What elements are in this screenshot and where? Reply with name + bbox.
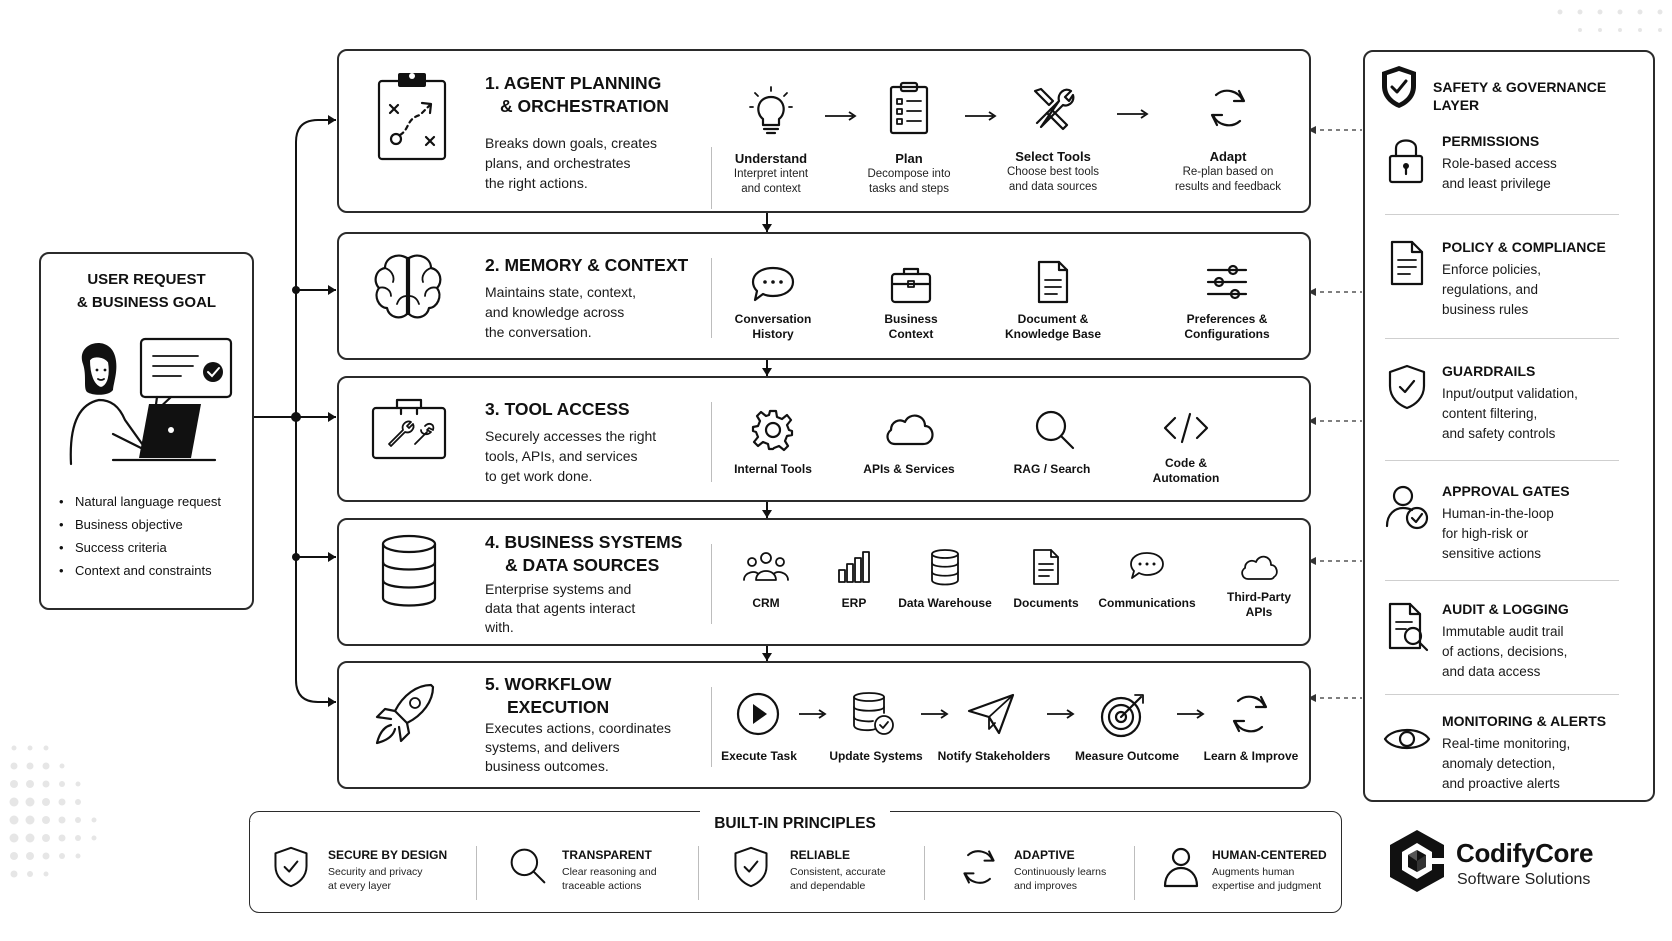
- gov-item-desc: regulations, and: [1442, 282, 1539, 297]
- brand-name: CodifyCore: [1456, 838, 1594, 868]
- section-1-title-line1: 1. AGENT PLANNING: [485, 73, 662, 93]
- user-title-line2: & BUSINESS GOAL: [76, 294, 217, 311]
- workflow-step-update: [821, 749, 931, 764]
- desc-line: plans, and orchestrates: [485, 155, 631, 171]
- desc-line: Breaks down goals, creates: [485, 135, 657, 151]
- audit-document-icon: [1387, 602, 1429, 652]
- gov-item-desc: Enforce policies,: [1442, 262, 1542, 277]
- gov-item-desc: for high-risk or: [1442, 526, 1529, 541]
- section-business-systems: [337, 518, 1311, 646]
- gov-item-desc: Real-time monitoring,: [1442, 736, 1571, 751]
- strategy-clipboard-icon: [376, 69, 448, 163]
- item-line: Automation: [1152, 471, 1220, 485]
- refresh-icon: [1227, 691, 1273, 737]
- section-5-description: [485, 719, 705, 776]
- section-tool-access: [337, 376, 1311, 502]
- principles-title: BUILT-IN PRINCIPLES: [714, 815, 876, 832]
- gov-item-desc: and data access: [1442, 664, 1541, 679]
- section-divider: [711, 402, 712, 482]
- principle-reliable: [790, 848, 930, 893]
- user-bullet: • Business objective: [59, 513, 249, 536]
- principle-title: HUMAN-CENTERED: [1212, 848, 1327, 862]
- arrow-right-icon: [797, 709, 829, 719]
- section-5-title-line2: EXECUTION: [507, 697, 610, 717]
- step-understand: [709, 151, 833, 197]
- section-1-title: [485, 72, 705, 118]
- gov-item-title: PERMISSIONS: [1442, 133, 1540, 149]
- governance-divider: [1385, 214, 1619, 215]
- section-divider: [711, 258, 712, 338]
- tool-item-apis: [845, 462, 973, 477]
- section-agent-planning: [337, 49, 1311, 213]
- item-line: CRM: [752, 596, 780, 610]
- user-request-panel: [39, 252, 254, 610]
- gov-item-desc: and least privilege: [1442, 176, 1551, 191]
- step-sub: results and feedback: [1174, 181, 1282, 193]
- memory-item-business: [851, 312, 971, 342]
- system-item-third-party: [1209, 590, 1309, 620]
- rocket-icon: [369, 677, 443, 751]
- item-line: Preferences &: [1186, 312, 1268, 326]
- database-icon: [379, 534, 439, 608]
- person-icon: [1162, 846, 1200, 888]
- toolbox-icon: [369, 394, 449, 462]
- item-line: RAG / Search: [1013, 462, 1091, 476]
- gov-item-desc: business rules: [1442, 302, 1529, 317]
- section-2-title-line1: 2. MEMORY & CONTEXT: [485, 255, 689, 275]
- principle-divider: [476, 846, 477, 900]
- user-bullet: • Context and constraints: [59, 559, 249, 582]
- step-sub: and data sources: [1008, 181, 1098, 193]
- desc-line: Securely accesses the right: [485, 428, 657, 444]
- desc-line: with.: [485, 619, 514, 635]
- principle-desc: at every layer: [328, 880, 392, 892]
- governance-divider: [1385, 460, 1619, 461]
- gov-item-title: APPROVAL GATES: [1442, 483, 1570, 499]
- principle-secure: [328, 848, 468, 893]
- desc-line: systems, and delivers: [485, 739, 620, 755]
- eye-icon: [1383, 724, 1431, 754]
- bar-chart-icon: [837, 550, 871, 584]
- arrow-right-icon: [823, 111, 859, 121]
- system-item-communications: [1089, 596, 1205, 611]
- user-request-title: [41, 268, 252, 314]
- search-icon: [1033, 408, 1077, 452]
- principle-desc: Consistent, accurate: [790, 866, 886, 878]
- user-title-line1: USER REQUEST: [87, 271, 206, 288]
- briefcase-icon: [889, 264, 933, 304]
- item-line: Context: [888, 327, 934, 341]
- people-icon: [743, 550, 789, 584]
- arrow-right-icon: [963, 111, 999, 121]
- gov-item-title: AUDIT & LOGGING: [1442, 601, 1569, 617]
- workflow-step-measure: [1065, 749, 1189, 764]
- gov-item-desc: and proactive alerts: [1442, 776, 1560, 791]
- item-line: Document &: [1017, 312, 1089, 326]
- arrow-right-icon: [1115, 109, 1151, 119]
- lock-icon: [1387, 136, 1425, 184]
- section-divider: [711, 544, 712, 624]
- desc-line: data that agents interact: [485, 600, 636, 616]
- step-label: Measure Outcome: [1074, 749, 1180, 763]
- system-item-warehouse: [887, 596, 1003, 611]
- target-icon: [1099, 691, 1147, 739]
- item-line: Internal Tools: [734, 462, 812, 476]
- refresh-icon: [958, 846, 1000, 888]
- section-memory-context: [337, 232, 1311, 360]
- system-item-crm: [729, 596, 803, 611]
- item-line: ERP: [841, 596, 867, 610]
- desc-line: business outcomes.: [485, 758, 609, 774]
- item-line: Configurations: [1184, 327, 1270, 341]
- section-4-description: [485, 580, 705, 637]
- governance-title: SAFETY & GOVERNANCE LAYER: [1433, 79, 1607, 113]
- cloud-icon: [1239, 552, 1279, 582]
- gov-item-title: POLICY & COMPLIANCE: [1442, 239, 1606, 255]
- desc-line: to get work done.: [485, 468, 593, 484]
- step-plan: [849, 151, 969, 197]
- paper-plane-icon: [967, 693, 1015, 735]
- desc-line: Executes actions, coordinates: [485, 720, 671, 736]
- governance-item-approval: [1442, 482, 1642, 564]
- item-line: Business: [884, 312, 938, 326]
- shield-check-icon: [1387, 364, 1427, 410]
- lightbulb-icon: [749, 85, 793, 137]
- desc-line: tools, APIs, and services: [485, 448, 638, 464]
- item-line: APIs & Services: [863, 462, 955, 476]
- governance-divider: [1385, 338, 1619, 339]
- gov-item-desc: content filtering,: [1442, 406, 1538, 421]
- section-4-title-line1: 4. BUSINESS SYSTEMS: [485, 532, 683, 552]
- item-line: Communications: [1098, 596, 1196, 610]
- step-sub: Re-plan based on: [1182, 166, 1274, 178]
- gear-icon: [751, 408, 795, 452]
- gov-item-desc: Input/output validation,: [1442, 386, 1578, 401]
- section-1-title-line2: & ORCHESTRATION: [500, 96, 669, 116]
- user-laptop-illustration: [53, 334, 243, 474]
- database-check-icon: [851, 691, 895, 737]
- step-sub: tasks and steps: [869, 183, 949, 195]
- arrow-right-icon: [1175, 709, 1207, 719]
- item-line: Code &: [1165, 456, 1207, 470]
- principle-desc: expertise and judgment: [1212, 880, 1322, 892]
- gov-item-desc: Human-in-the-loop: [1442, 506, 1554, 521]
- workflow-step-notify: [929, 749, 1059, 764]
- principle-divider: [1134, 846, 1135, 900]
- step-label: Understand: [734, 151, 808, 166]
- memory-item-knowledge: [983, 312, 1123, 342]
- system-item-documents: [1001, 596, 1091, 611]
- desc-line: Enterprise systems and: [485, 581, 632, 597]
- chat-bubble-icon: [1129, 550, 1165, 582]
- play-icon: [735, 691, 781, 737]
- arrow-right-icon: [919, 709, 951, 719]
- gov-item-title: GUARDRAILS: [1442, 363, 1536, 379]
- section-workflow-execution: [337, 661, 1311, 789]
- user-request-bullets: [59, 490, 249, 582]
- item-line: Knowledge Base: [1004, 327, 1102, 341]
- user-bullet: • Natural language request: [59, 490, 249, 513]
- brand-tagline: Software Solutions: [1457, 871, 1591, 888]
- principle-desc: Security and privacy: [328, 866, 423, 878]
- user-check-icon: [1385, 484, 1429, 530]
- governance-divider: [1385, 580, 1619, 581]
- principle-human-centered: [1212, 848, 1342, 893]
- section-4-title-line2: & DATA SOURCES: [505, 555, 660, 575]
- governance-panel: [1363, 50, 1655, 802]
- step-sub: Decompose into: [867, 168, 951, 180]
- desc-line: the conversation.: [485, 324, 592, 340]
- gov-item-desc: and safety controls: [1442, 426, 1556, 441]
- step-label: Adapt: [1209, 149, 1247, 164]
- search-icon: [508, 846, 548, 886]
- item-line: Conversation: [734, 312, 812, 326]
- principles-rule-left: [250, 821, 251, 822]
- section-2-description: [485, 282, 705, 342]
- item-line: APIs: [1245, 605, 1273, 619]
- item-line: History: [752, 327, 794, 341]
- section-1-description: [485, 133, 705, 193]
- tools-icon: [1029, 85, 1075, 131]
- tool-item-rag: [989, 462, 1115, 477]
- gov-item-desc: anomaly detection,: [1442, 756, 1556, 771]
- principle-desc: Augments human: [1212, 866, 1295, 878]
- step-label: Notify Stakeholders: [937, 749, 1051, 763]
- step-sub: Interpret intent: [733, 168, 809, 180]
- desc-line: the right actions.: [485, 175, 588, 191]
- desc-line: Maintains state, context,: [485, 284, 636, 300]
- brain-icon: [371, 250, 445, 324]
- governance-item-monitoring: [1442, 712, 1642, 794]
- principle-adaptive: [1014, 848, 1144, 893]
- section-5-title-line1: 5. WORKFLOW: [485, 674, 612, 694]
- governance-item-permissions: [1442, 132, 1642, 194]
- policy-document-icon: [1389, 240, 1425, 286]
- gov-item-desc: Immutable audit trail: [1442, 624, 1564, 639]
- gov-item-desc: sensitive actions: [1442, 546, 1542, 561]
- code-icon: [1163, 412, 1209, 444]
- gov-item-desc: of actions, decisions,: [1442, 644, 1568, 659]
- user-bullet: • Success criteria: [59, 536, 249, 559]
- gov-item-desc: Role-based access: [1442, 156, 1557, 171]
- workflow-step-execute: [709, 749, 809, 764]
- step-select-tools: [987, 149, 1119, 195]
- database-icon: [929, 548, 961, 586]
- item-line: Data Warehouse: [898, 596, 992, 610]
- refresh-icon: [1205, 85, 1251, 131]
- checklist-icon: [887, 81, 931, 135]
- section-4-title: [485, 531, 715, 577]
- principle-desc: and dependable: [790, 880, 866, 892]
- section-3-title-line1: 3. TOOL ACCESS: [485, 399, 630, 419]
- principle-desc: traceable actions: [562, 880, 642, 892]
- principle-divider: [698, 846, 699, 900]
- tool-item-internal: [715, 462, 831, 477]
- cloud-icon: [883, 410, 935, 448]
- document-icon: [1035, 260, 1071, 304]
- section-3-description: [485, 426, 705, 486]
- principle-desc: and improves: [1014, 880, 1078, 892]
- shield-check-icon: [272, 846, 310, 888]
- principle-desc: Continuously learns: [1014, 866, 1107, 878]
- desc-line: and knowledge across: [485, 304, 625, 320]
- principle-title: SECURE BY DESIGN: [328, 848, 448, 862]
- section-2-title: [485, 254, 715, 277]
- memory-item-conversation: [715, 312, 831, 342]
- shield-check-icon: [1379, 64, 1419, 110]
- governance-item-policy: [1442, 238, 1642, 320]
- step-label: Select Tools: [1015, 149, 1091, 164]
- arrow-right-icon: [1045, 709, 1077, 719]
- principle-transparent: [562, 848, 702, 893]
- step-label: Execute Task: [721, 749, 797, 763]
- step-label: Update Systems: [829, 749, 923, 763]
- principle-desc: Clear reasoning and: [562, 866, 657, 878]
- system-item-erp: [819, 596, 889, 611]
- governance-divider: [1385, 694, 1619, 695]
- document-icon: [1031, 548, 1061, 586]
- memory-item-preferences: [1153, 312, 1301, 342]
- workflow-step-learn: [1195, 749, 1307, 764]
- brand-logo-icon: [1384, 828, 1450, 894]
- step-label: Plan: [895, 151, 923, 166]
- section-3-title: [485, 398, 705, 421]
- step-label: Learn & Improve: [1203, 749, 1299, 763]
- step-adapt: [1157, 149, 1299, 195]
- gov-item-title: MONITORING & ALERTS: [1442, 713, 1607, 729]
- principles-panel: [249, 811, 1342, 913]
- governance-item-guardrails: [1442, 362, 1642, 444]
- step-sub: and context: [741, 183, 801, 195]
- principle-divider: [924, 846, 925, 900]
- shield-check-icon: [732, 846, 770, 888]
- governance-item-audit: [1442, 600, 1642, 682]
- sliders-icon: [1205, 262, 1249, 302]
- step-sub: Choose best tools: [1006, 166, 1100, 178]
- principle-title: RELIABLE: [790, 848, 850, 862]
- chat-bubble-icon: [751, 264, 795, 304]
- principle-title: ADAPTIVE: [1014, 848, 1075, 862]
- principle-title: TRANSPARENT: [562, 848, 652, 862]
- section-5-title: [485, 673, 705, 719]
- item-line: Documents: [1013, 596, 1079, 610]
- tool-item-code: [1129, 456, 1243, 486]
- item-line: Third-Party: [1226, 590, 1291, 604]
